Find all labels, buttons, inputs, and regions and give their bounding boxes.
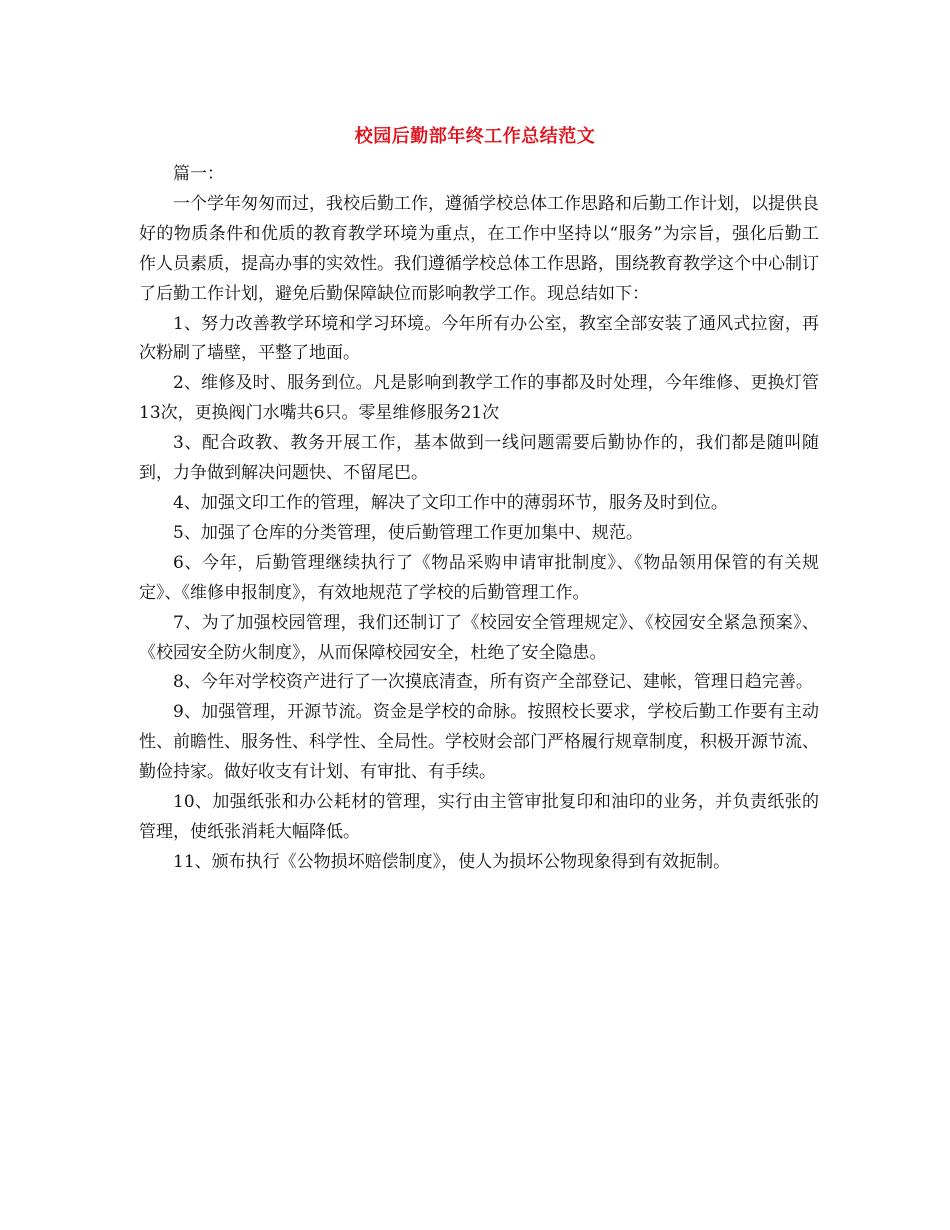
list-item-9: 9、加强管理，开源节流。资金是学校的命脉。按照校长要求，学校后勤工作要有主动性、前瞻性、服务性、科学性、全局性。学校财会部门严格履行规章制度，积极开源节流、勤俭持家。做好收支有计划、有审批、有手续。 <box>139 702 819 783</box>
list-item-10: 10、加强纸张和办公耗材的管理，实行由主管审批复印和油印的业务，并负责纸张的管理，使纸张消耗大幅降低。 <box>139 792 819 842</box>
list-item-4: 4、加强文印工作的管理，解决了文印工作中的薄弱环节，服务及时到位。 <box>173 492 728 513</box>
list-item-1: 1、努力改善教学环境和学习环境。今年所有办公室，教室全部安装了通风式拉窗，再次粉刷了墙壁，平整了地面。 <box>139 313 819 364</box>
document-title: 校园后勤部年终工作总结范文 <box>354 126 596 147</box>
list-item-7: 7、为了加强校园管理，我们还制订了《校园安全管理规定》、《校园安全紧急预案》、《校园安全防火制度》，从而保障校园安全，杜绝了安全隐患。 <box>139 612 819 663</box>
list-item-11: 11、颁布执行《公物损坏赔偿制度》，使人为损坏公物现象得到有效扼制。 <box>173 851 731 872</box>
list-item-3: 3、配合政教、教务开展工作，基本做到一线问题需要后勤协作的，我们都是随叫随到，力争做到解决问题快、不留尾巴。 <box>139 433 819 484</box>
intro-paragraph: 一个学年匆匆而过，我校后勤工作，遵循学校总体工作思路和后勤工作计划，以提供良好的物质条件和优质的教育教学环境为重点，在工作中坚持以“服务”为宗旨，强化后勤工作人员素质，提高办事的实效性。我们遵循学校总体工作思路，围绕教育教学这个中心制订了后勤工作计划，避免后勤保障缺位而影响教学工作。现总结如下： <box>139 193 819 304</box>
list-item-6: 6、今年，后勤管理继续执行了《物品采购申请审批制度》、《物品领用保管的有关规定》、《维修申报制度》，有效地规范了学校的后勤管理工作。 <box>139 552 819 603</box>
section-heading: 篇一： <box>173 164 224 184</box>
document-body <box>139 160 819 878</box>
list-item-5: 5、加强了仓库的分类管理，使后勤管理工作更加集中、规范。 <box>173 522 643 543</box>
list-item-8: 8、今年对学校资产进行了一次摸底清查，所有资产全部登记、建帐，管理日趋完善。 <box>173 672 813 693</box>
list-item-2: 2、维修及时、服务到位。凡是影响到教学工作的事都及时处理，今年维修、更换灯管13次，更换阀门水嘴共6只。零星维修服务21次 <box>139 373 819 424</box>
